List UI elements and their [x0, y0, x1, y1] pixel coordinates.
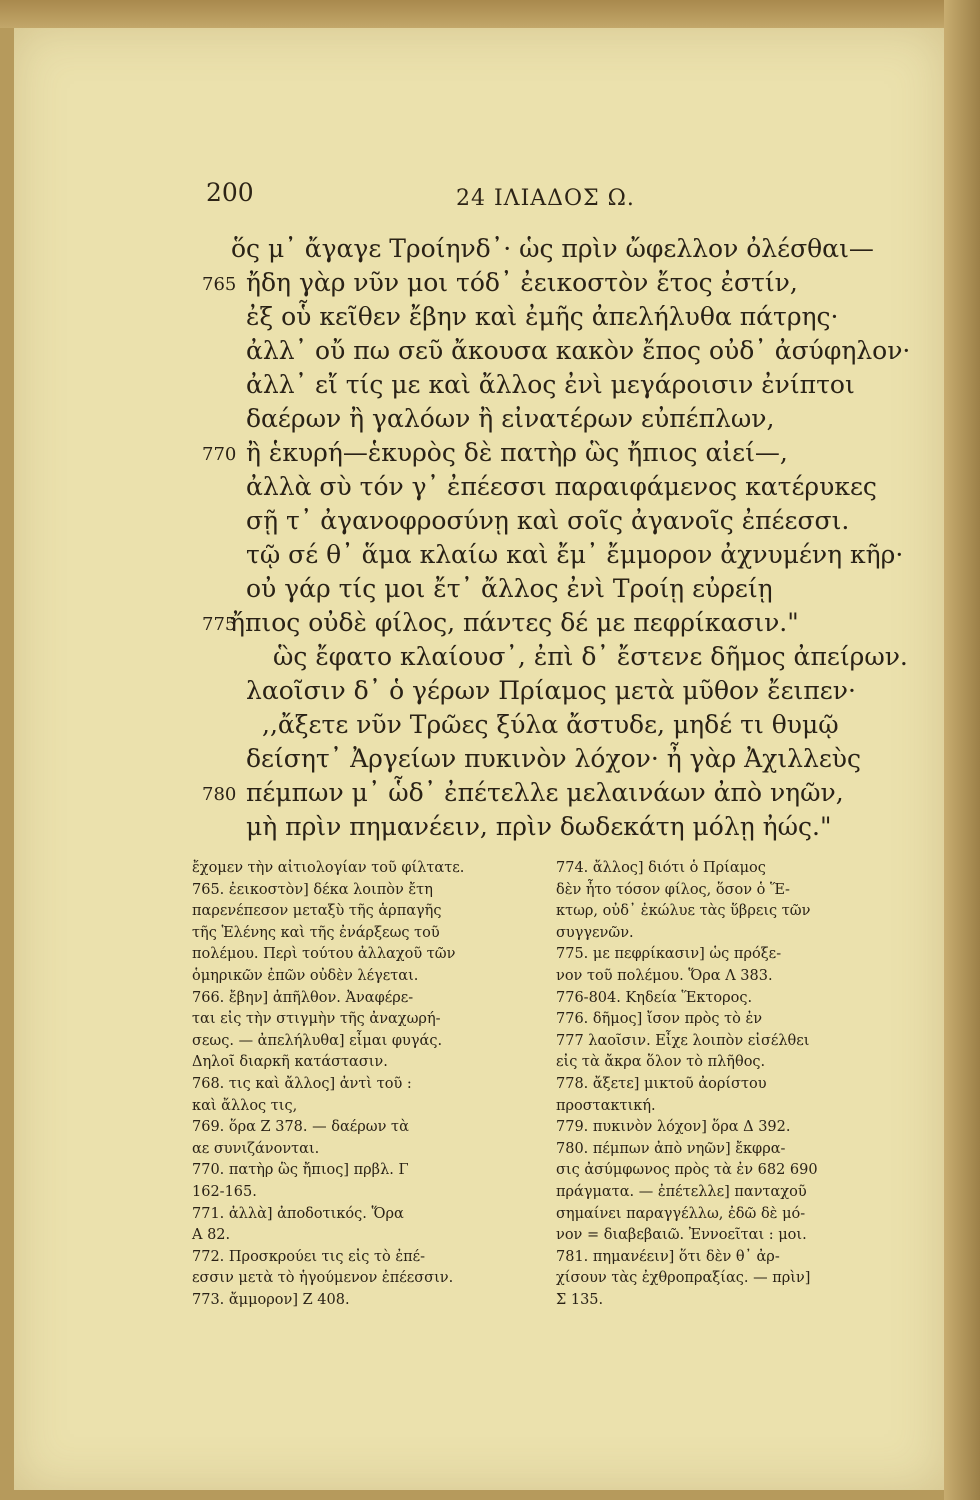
verse-text: πέμπων μ᾽ ὧδ᾽ ἐπέτελλε μελαινάων ἀπὸ νηῶν,: [246, 778, 844, 807]
verse-text: λαοῖσιν δ᾽ ὁ γέρων Πρίαμος μετὰ μῦθον ἔειπεν·: [246, 676, 856, 705]
commentary-line: 777 λαοῖσιν. Εἶχε λοιπὸν εἰσέλθει: [556, 1032, 810, 1049]
commentary-line: 770. πατὴρ ὣς ἤπιος] πρβλ. Γ: [192, 1162, 409, 1179]
commentary-line: 768. τις καὶ ἄλλος] ἀντὶ τοῦ :: [192, 1076, 412, 1092]
commentary-line: πράγματα. — ἐπέτελλε] πανταχοῦ: [556, 1184, 807, 1200]
commentary-line: 766. ἔβην] ἀπῆλθον. Ἀναφέρε-: [192, 989, 414, 1006]
commentary-line: χίσουν τὰς ἐχθροπραξίας. — πρὶν]: [556, 1270, 811, 1287]
commentary-line: 778. ἄξετε] μικτοῦ ἀορίστου: [556, 1076, 767, 1092]
commentary-line: 776. δῆμος] ἴσον πρὸς τὸ ἐν: [556, 1011, 763, 1028]
commentary-line: κτωρ, οὐδ᾽ ἐκώλυε τὰς ὕβρεις τῶν: [556, 903, 811, 920]
verse-text: σῇ τ᾽ ἀγανοφροσύνῃ καὶ σοῖς ἀγανοῖς ἐπέεσσι.: [246, 506, 850, 535]
commentary-line: πολέμου. Περὶ τούτου ἀλλαχοῦ τῶν: [192, 946, 456, 963]
commentary-line: συγγενῶν.: [556, 924, 634, 941]
verse-text: ἤπιος οὐδὲ φίλος, πάντες δέ με πεφρίκασιν.": [230, 608, 799, 637]
commentary-line: ὁμηρικῶν ἐπῶν οὐδὲν λέγεται.: [192, 968, 419, 984]
verse-text: οὐ γάρ τίς μοι ἔτ᾽ ἄλλος ἐνὶ Τροίῃ εὐρείῃ: [246, 574, 773, 603]
verse-text: δείσητ᾽ Ἀργείων πυκινὸν λόχον· ἦ γὰρ Ἀχιλλεὺς: [246, 744, 861, 773]
verse-text: ἤδη γὰρ νῦν μοι τόδ᾽ ἐεικοστὸν ἔτος ἐστίν,: [246, 268, 798, 297]
commentary-line: αε συνιζάνονται.: [192, 1140, 320, 1157]
verse-text: ,,ἄξετε νῦν Τρῶες ξύλα ἄστυδε, μηδέ τι θυμῷ: [262, 710, 839, 739]
commentary-line: 774. ἄλλος] διότι ὁ Πρίαμος: [556, 860, 766, 876]
verse-text: ἀλλ᾽ εἴ τίς με καὶ ἄλλος ἐνὶ μεγάροισιν ἐνίπτοι: [246, 370, 855, 399]
page-number: 200: [206, 178, 254, 207]
commentary-line: προστακτική.: [556, 1097, 656, 1114]
commentary-line: Δηλοῖ διαρκῆ κατάστασιν.: [192, 1054, 388, 1071]
line-number: 770: [202, 444, 237, 465]
verse-text: ἀλλὰ σὺ τόν γ᾽ ἐπέεσσι παραιφάμενος κατέρυκες: [246, 472, 877, 501]
verse-text: δαέρων ἢ γαλόων ἢ εἰνατέρων εὐπέπλων,: [246, 404, 775, 433]
verse-text: τῷ σέ θ᾽ ἅμα κλαίω καὶ ἔμ᾽ ἔμμορον ἀχνυμένη κῆρ·: [246, 540, 904, 569]
book-edge-top: [0, 0, 980, 28]
line-number: 765: [202, 274, 237, 295]
commentary-line: Α 82.: [192, 1227, 231, 1244]
commentary-line: παρενέπεσον μεταξὺ τῆς ἁρπαγῆς: [192, 903, 442, 920]
commentary-line: τῆς Ἑλένης καὶ τῆς ἐνάρξεως τοῦ: [192, 924, 440, 941]
commentary-line: 769. ὅρα Ζ 378. — δαέρων τὰ: [192, 1119, 409, 1136]
verse-text: ἀλλ᾽ οὔ πω σεῦ ἄκουσα κακὸν ἔπος οὐδ᾽ ἀσύφηλον·: [246, 336, 911, 365]
commentary-line: 772. Προσκρούει τις εἰς τὸ ἐπέ-: [192, 1248, 426, 1265]
commentary-line: σις ἀσύμφωνος πρὸς τὰ ἐν 682 690: [556, 1162, 818, 1179]
commentary-line: 771. ἀλλὰ] ἀποδοτικός. Ὅρα: [192, 1205, 404, 1222]
commentary-line: 779. πυκινὸν λόχον] ὅρα Δ 392.: [556, 1119, 791, 1136]
commentary-line: εσσιν μετὰ τὸ ἡγούμενον ἐπέεσσιν.: [192, 1270, 454, 1287]
commentary-line: δὲν ἦτο τόσον φίλος, ὅσον ὁ Ἕ-: [556, 881, 790, 898]
line-number: 780: [202, 784, 237, 805]
commentary-line: 162-165.: [192, 1184, 257, 1200]
commentary-line: νον = διαβεβαιῶ. Ἐννοεῖται : μοι.: [556, 1227, 807, 1244]
commentary-line: σεως. — ἀπελήλυθα] εἶμαι φυγάς.: [192, 1032, 443, 1049]
commentary-line: καὶ ἄλλος τις,: [192, 1097, 298, 1114]
verse-text: μὴ πρὶν πημανέειν, πρὶν δωδεκάτη μόλῃ ἠώς.": [246, 812, 832, 841]
verse-text: ἐξ οὗ κεῖθεν ἔβην καὶ ἐμῆς ἀπελήλυθα πάτρης·: [246, 302, 839, 331]
book-spine: [944, 0, 980, 1500]
verse-text: ὣς ἔφατο κλαίουσ᾽, ἐπὶ δ᾽ ἔστενε δῆμος ἀπείρων.: [273, 642, 908, 671]
verse-text: ἢ ἑκυρή—ἑκυρὸς δὲ πατὴρ ὣς ἤπιος αἰεί—,: [246, 438, 788, 467]
commentary-line: 775. με πεφρίκασιν] ὡς πρόξε-: [556, 946, 782, 963]
commentary-line: 773. ἄμμορον] Ζ 408.: [192, 1292, 350, 1308]
commentary-line: σημαίνει παραγγέλλω, ἐδῶ δὲ μό-: [556, 1205, 806, 1222]
commentary-line: 781. πημανέειν] ὅτι δὲν θ᾽ ἀρ-: [556, 1248, 780, 1265]
commentary-line: 780. πέμπων ἀπὸ νηῶν] ἔκφρα-: [556, 1140, 786, 1157]
verse-text: ὅς μ᾽ ἄγαγε Τροίηνδ᾽· ὡς πρὶν ὤφελλον ὀλέσθαι—: [231, 234, 874, 263]
commentary-line: 776-804. Κηδεία Ἕκτορος.: [556, 989, 753, 1006]
commentary-line: 765. ἐεικοστὸν] δέκα λοιπὸν ἔτη: [192, 881, 433, 898]
commentary-line: νον τοῦ πολέμου. Ὅρα Λ 383.: [556, 968, 773, 984]
commentary-line: ἔχομεν τὴν αἰτιολογίαν τοῦ φίλτατε.: [192, 860, 465, 876]
line-number: 775: [202, 614, 237, 635]
commentary-line: ται εἰς τὴν στιγμὴν τῆς ἀναχωρή-: [192, 1011, 441, 1028]
commentary-line: εἰς τὰ ἄκρα ὅλον τὸ πλῆθος.: [556, 1054, 766, 1071]
commentary-line: Σ 135.: [556, 1292, 604, 1308]
running-head: 24 ΙΛΙΑΔΟΣ Ω.: [456, 186, 635, 211]
